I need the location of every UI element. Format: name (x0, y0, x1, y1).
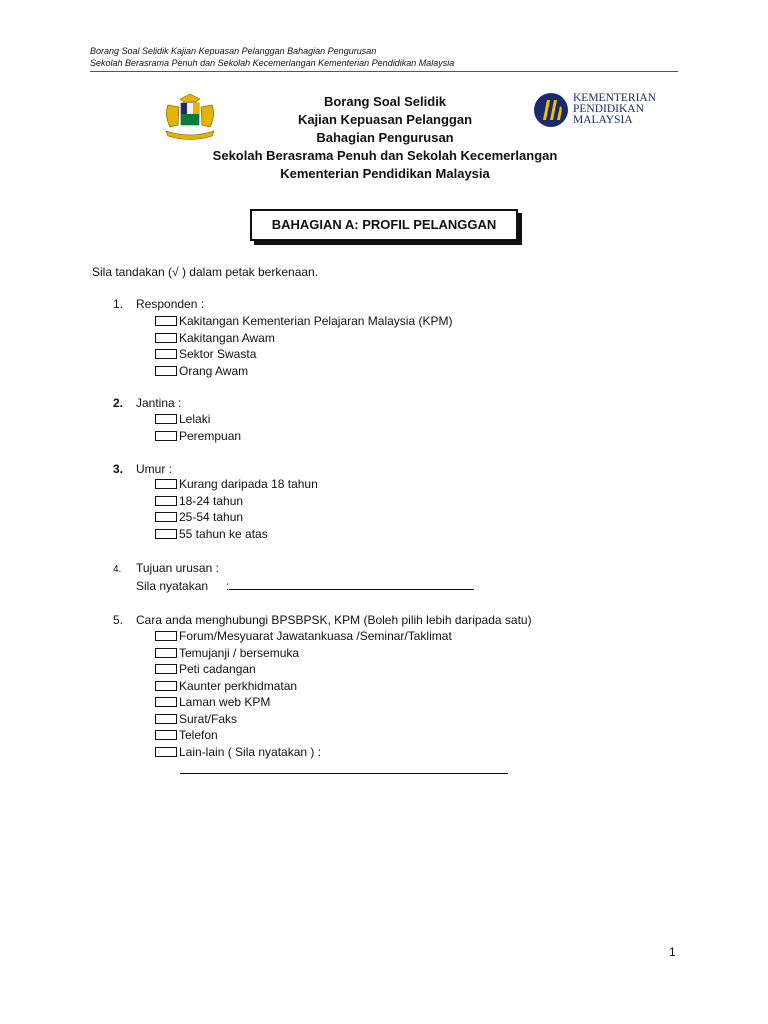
option-row (155, 313, 452, 330)
option-label: Peti cadangan (179, 662, 256, 676)
question-5-options (155, 628, 452, 760)
checkbox[interactable] (155, 631, 177, 641)
question-2-options (155, 411, 241, 444)
checkbox[interactable] (155, 730, 177, 740)
option-row (155, 628, 452, 645)
kpm-logo-line-3: MALAYSIA (573, 114, 633, 126)
question-4 (113, 560, 219, 579)
checkbox[interactable] (155, 333, 177, 343)
option-row (155, 694, 452, 711)
option-label: Kakitangan Kementerian Pelajaran Malaysia (KPM) (179, 314, 453, 328)
checkbox[interactable] (155, 479, 177, 489)
checkbox[interactable] (155, 529, 177, 539)
option-row (155, 476, 318, 493)
question-4-number: 4. (113, 564, 122, 575)
checkbox[interactable] (155, 414, 177, 424)
question-4-label: Tujuan urusan : (136, 561, 219, 575)
option-row (155, 645, 452, 662)
checkbox[interactable] (155, 681, 177, 691)
checkbox[interactable] (155, 496, 177, 506)
checkbox[interactable] (155, 648, 177, 658)
kpm-logo-line-2: PENDIDIKAN (573, 103, 644, 115)
option-label: Laman web KPM (179, 695, 271, 709)
option-row (155, 330, 452, 347)
question-2-number: 2. (113, 396, 124, 410)
checkbox[interactable] (155, 316, 177, 326)
running-header (90, 45, 678, 72)
option-label: Lelaki (179, 412, 211, 426)
running-header-line-1: Borang Soal Selidik Kajian Kepuasan Pelanggan Bahagian Pengurusan (90, 46, 377, 56)
question-4-answer-line[interactable] (229, 577, 474, 590)
checkbox[interactable] (155, 366, 177, 376)
option-row (155, 711, 452, 728)
question-1-options (155, 313, 452, 379)
page-number: 1 (669, 945, 676, 959)
checkbox[interactable] (155, 747, 177, 757)
instruction-text: Sila tandakan (√ ) dalam petak berkenaan. (92, 265, 319, 279)
question-4-separator: : (226, 579, 230, 593)
kpm-logo (533, 90, 663, 130)
question-3-number: 3. (113, 462, 124, 476)
option-row (155, 346, 452, 363)
option-label: Perempuan (179, 428, 242, 443)
question-3-label: Umur : (136, 462, 172, 476)
option-label: 55 tahun ke atas (179, 526, 268, 541)
option-row (155, 428, 241, 445)
option-label: Telefon (179, 728, 218, 742)
option-label: Temujanji / bersemuka (179, 645, 300, 660)
kpm-emblem-icon (533, 92, 569, 128)
question-2-label: Jantina : (136, 396, 182, 410)
question-4-answer-row (136, 577, 474, 595)
title-line-2: Kajian Kepuasan Pelanggan (297, 112, 473, 127)
option-row (155, 661, 452, 678)
title-line-4: Sekolah Berasrama Penuh dan Sekolah Kecemerlangan (212, 148, 558, 163)
checkbox[interactable] (155, 512, 177, 522)
title-line-3: Bahagian Pengurusan (316, 130, 454, 145)
option-label: 18-24 tahun (179, 493, 244, 508)
checkbox[interactable] (155, 697, 177, 707)
question-1 (113, 296, 204, 313)
checkbox[interactable] (155, 431, 177, 441)
option-label: Surat/Faks (179, 711, 238, 726)
title-line-5: Kementerian Pendidikan Malaysia (280, 166, 490, 181)
option-label: Sektor Swasta (179, 347, 257, 361)
option-row (155, 363, 452, 380)
option-label: 25-54 tahun (179, 510, 244, 524)
option-label: Orang Awam (179, 363, 249, 378)
option-row (155, 493, 318, 510)
form-title-block (190, 93, 580, 183)
question-2 (113, 395, 181, 412)
question-1-number: 1. (113, 297, 124, 311)
question-3-options (155, 476, 318, 542)
option-label: Kakitangan Awam (179, 330, 275, 345)
question-5 (113, 612, 532, 629)
section-a-header: BAHAGIAN A: PROFIL PELANGGAN (250, 209, 518, 241)
running-header-line-2: Sekolah Berasrama Penuh dan Sekolah Kecemerlangan Kementerian Pendidikan Malaysia (90, 58, 455, 68)
kpm-logo-line-1: KEMENTERIAN (573, 92, 657, 104)
question-1-label: Responden : (136, 297, 205, 311)
option-row (155, 411, 241, 428)
option-row (155, 526, 318, 543)
option-label: Lain-lain ( Sila nyatakan ) : (179, 744, 322, 759)
question-5-other-answer-line[interactable] (180, 763, 508, 774)
option-label: Forum/Mesyuarat Jawatankuasa /Seminar/Taklimat (179, 629, 452, 643)
option-label: Kurang daripada 18 tahun (179, 477, 318, 491)
checkbox[interactable] (155, 349, 177, 359)
question-5-label: Cara anda menghubungi BPSBPSK, KPM (Boleh pilih lebih daripada satu) (136, 613, 532, 627)
checkbox[interactable] (155, 664, 177, 674)
option-row (155, 509, 318, 526)
title-line-1: Borang Soal Selidik (323, 94, 447, 109)
option-row (155, 744, 452, 761)
question-4-sublabel: Sila nyatakan (136, 579, 209, 593)
checkbox[interactable] (155, 714, 177, 724)
option-row (155, 678, 452, 695)
question-5-number: 5. (113, 613, 124, 627)
option-row (155, 727, 452, 744)
option-label: Kaunter perkhidmatan (179, 678, 298, 693)
